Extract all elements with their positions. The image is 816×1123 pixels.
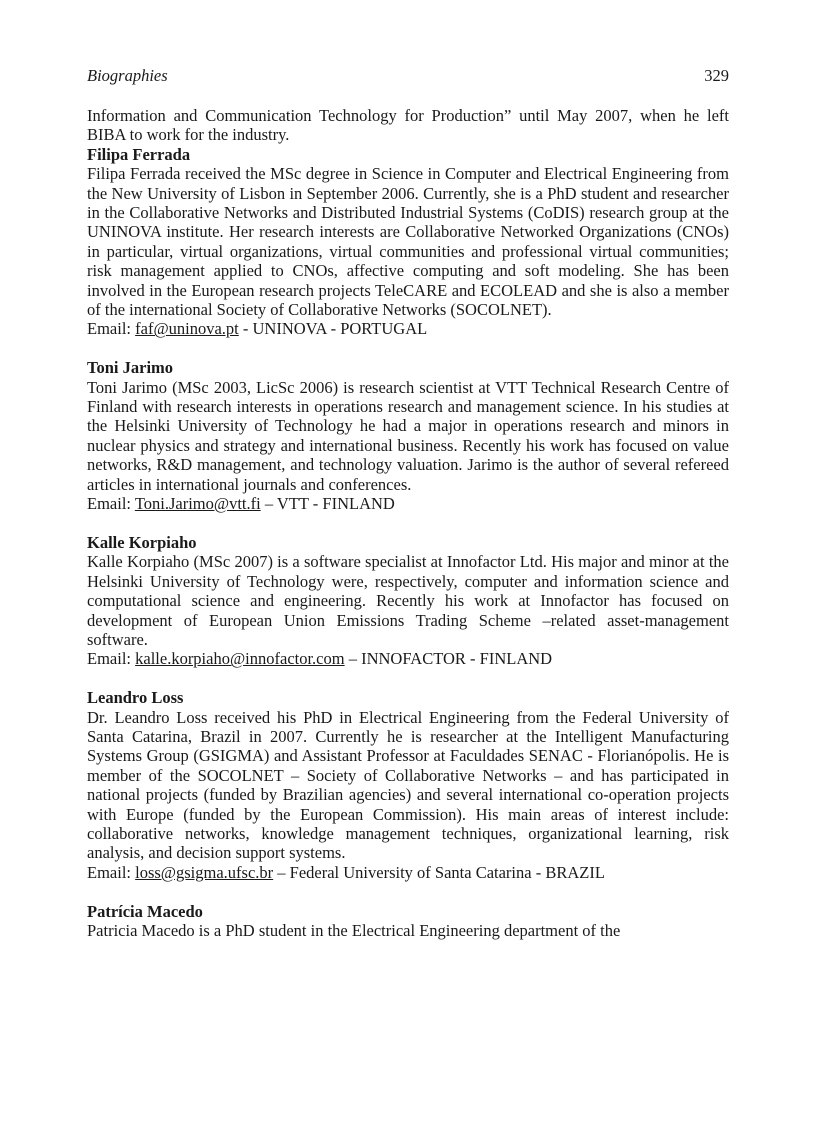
bio-email-line [87,649,729,668]
bio-email-line [87,319,729,338]
bio-name: Kalle Korpiaho [87,532,197,552]
affiliation: - UNINOVA - PORTUGAL [238,319,428,339]
bio-text: Toni Jarimo (MSc 2003, LicSc 2006) is research scientist at VTT Technical Research Centre of Finland with research interests in operations research and management science. In his studies at the Helsinki University of Technology he had a major in operations research and minors in nuclear physics and strategy and international business. Recently his work has focused on value networks, R&D management, and technology valuation. Jarimo is the author of several refereed articles in international journals and conferences. [87,377,729,494]
bio-leandro-loss [87,688,729,882]
bio-kalle-korpiaho [87,533,729,669]
bio-email-line [87,863,729,882]
page [87,66,729,940]
affiliation: – INNOFACTOR - FINLAND [344,649,553,669]
bio-text: Patricia Macedo is a PhD student in the Electrical Engineering department of the [87,921,621,940]
bio-patricia-macedo [87,902,729,941]
bio-text: Dr. Leandro Loss received his PhD in Electrical Engineering from the Federal University of Santa Catarina, Brazil in 2007. Currently he is researcher at the Intelligent Manufacturing Systems Group (GSIGMA) and Assistant Professor at Faculdades SENAC - Florianópolis. He is member of the SOCOLNET – Society of Collaborative Networks – and has participated in national projects (funded by Brazilian agencies) and several international co-operation projects with Europe (funded by the European Commission). His main areas of interest include: collaborative networks, knowledge management techniques, organizational learning, risk analysis, and decision support systems. [87,707,729,863]
bio-email-line [87,494,729,513]
email-link[interactable]: Toni.Jarimo@vtt.fi [134,494,261,514]
bio-name: Toni Jarimo [87,358,174,378]
affiliation: – VTT - FINLAND [260,494,395,514]
bio-toni-jarimo [87,358,729,513]
email-label: Email: [87,319,136,339]
bio-name: Filipa Ferrada [87,144,191,164]
body-text [87,106,729,940]
page-number: 329 [704,66,729,85]
bio-name: Patrícia Macedo [87,901,203,921]
running-title: Biographies [87,66,168,85]
email-label: Email: [87,494,135,514]
bio-text: Kalle Korpiaho (MSc 2007) is a software specialist at Innofactor Ltd. His major and minor at the Helsinki University of Technology were, respectively, computer and information science and computational science and engineering. Recently his work at Innofactor has focused on development of European Union Emissions Trading Scheme –related asset-management software. [87,552,729,649]
bio-text: Filipa Ferrada received the MSc degree in Science in Computer and Electrical Engineering from the New University of Lisbon in September 2006. Currently, she is a PhD student and researcher in the Collaborative Networks and Distributed Industrial Systems (CoDIS) research group at the UNINOVA institute. Her research interests are Collaborative Networked Organizations (CNOs) in particular, virtual organizations, virtual communities and professional virtual communities; risk management applied to CNOs, affective computing and soft modeling. She has been involved in the European research projects TeleCARE and ECOLEAD and she is also a member of the international Society of Collaborative Networks (SOCOLNET). [87,164,729,320]
running-header [87,66,729,86]
intro-paragraph: Information and Communication Technology for Production” until May 2007, when he left BIBA to work for the industry. [87,106,729,145]
email-link[interactable]: faf@uninova.pt [135,319,239,339]
bio-name: Leandro Loss [87,688,184,708]
email-link[interactable]: loss@gsigma.ufsc.br [135,862,274,882]
affiliation: – Federal University of Santa Catarina - BRAZIL [273,862,605,882]
email-link[interactable]: kalle.korpiaho@innofactor.com [135,649,345,669]
email-label: Email: [87,862,136,882]
bio-filipa-ferrada [87,145,729,339]
email-label: Email: [87,649,136,669]
